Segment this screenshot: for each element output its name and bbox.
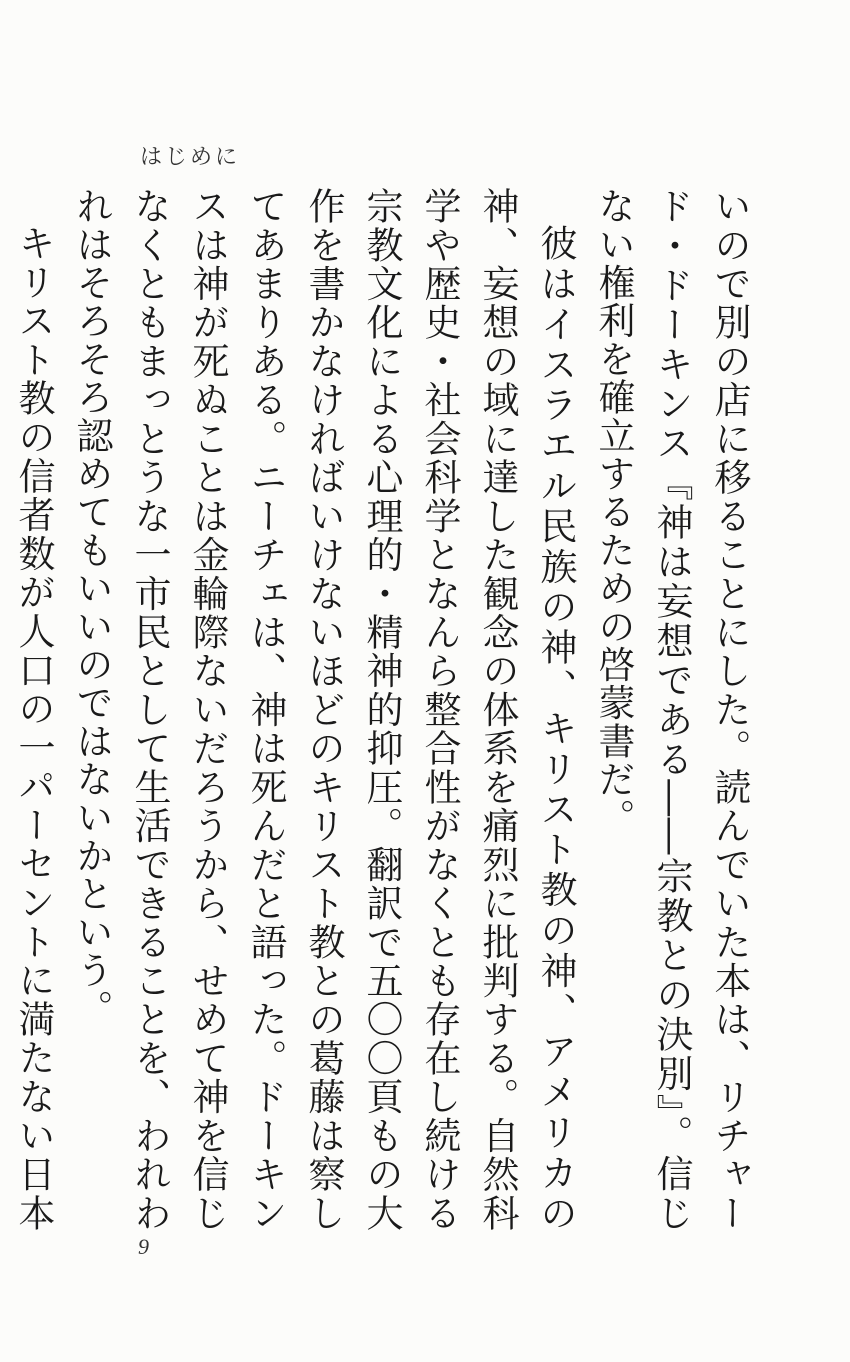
paragraph-text: 彼はイスラエル民族の神、キリスト教の神、アメリカの神、妄想の域に達した観念の体系を痛烈に批判する。自然科学や歴史・社会科学となんら整合性がなくとも存在し続ける宗教文化による心理的・精神的抑圧。翻訳で五〇〇頁もの大作を書かなければいけないほどのキリスト教との葛藤は察してあまりある。ニーチェは、神は死んだと語った。ドーキンスは神が死ぬことは金輪際ないだろうから、せめて神を信じなくともまっとうな一市民として生活できることを、われわれはそろそろ認めてもいいのではないかという。 <box>70 187 577 1232</box>
running-head: はじめに <box>140 145 241 170</box>
body-text <box>12 187 758 1232</box>
page-number: 9 <box>138 1234 149 1259</box>
paragraph-dawkins <box>62 187 584 1232</box>
paragraph-text: キリスト教の信者数が人口の一パーセントに満たない日本 <box>12 224 55 1232</box>
paragraph-japan <box>0 187 62 1232</box>
paragraph-continued <box>584 187 758 1232</box>
paragraph-text: いので別の店に移ることにした。読んでいた本は、リチャード・ドーキンス『神は妄想である――宗教との決別』。信じない権利を確立するための啓蒙書だ。 <box>592 187 751 1232</box>
